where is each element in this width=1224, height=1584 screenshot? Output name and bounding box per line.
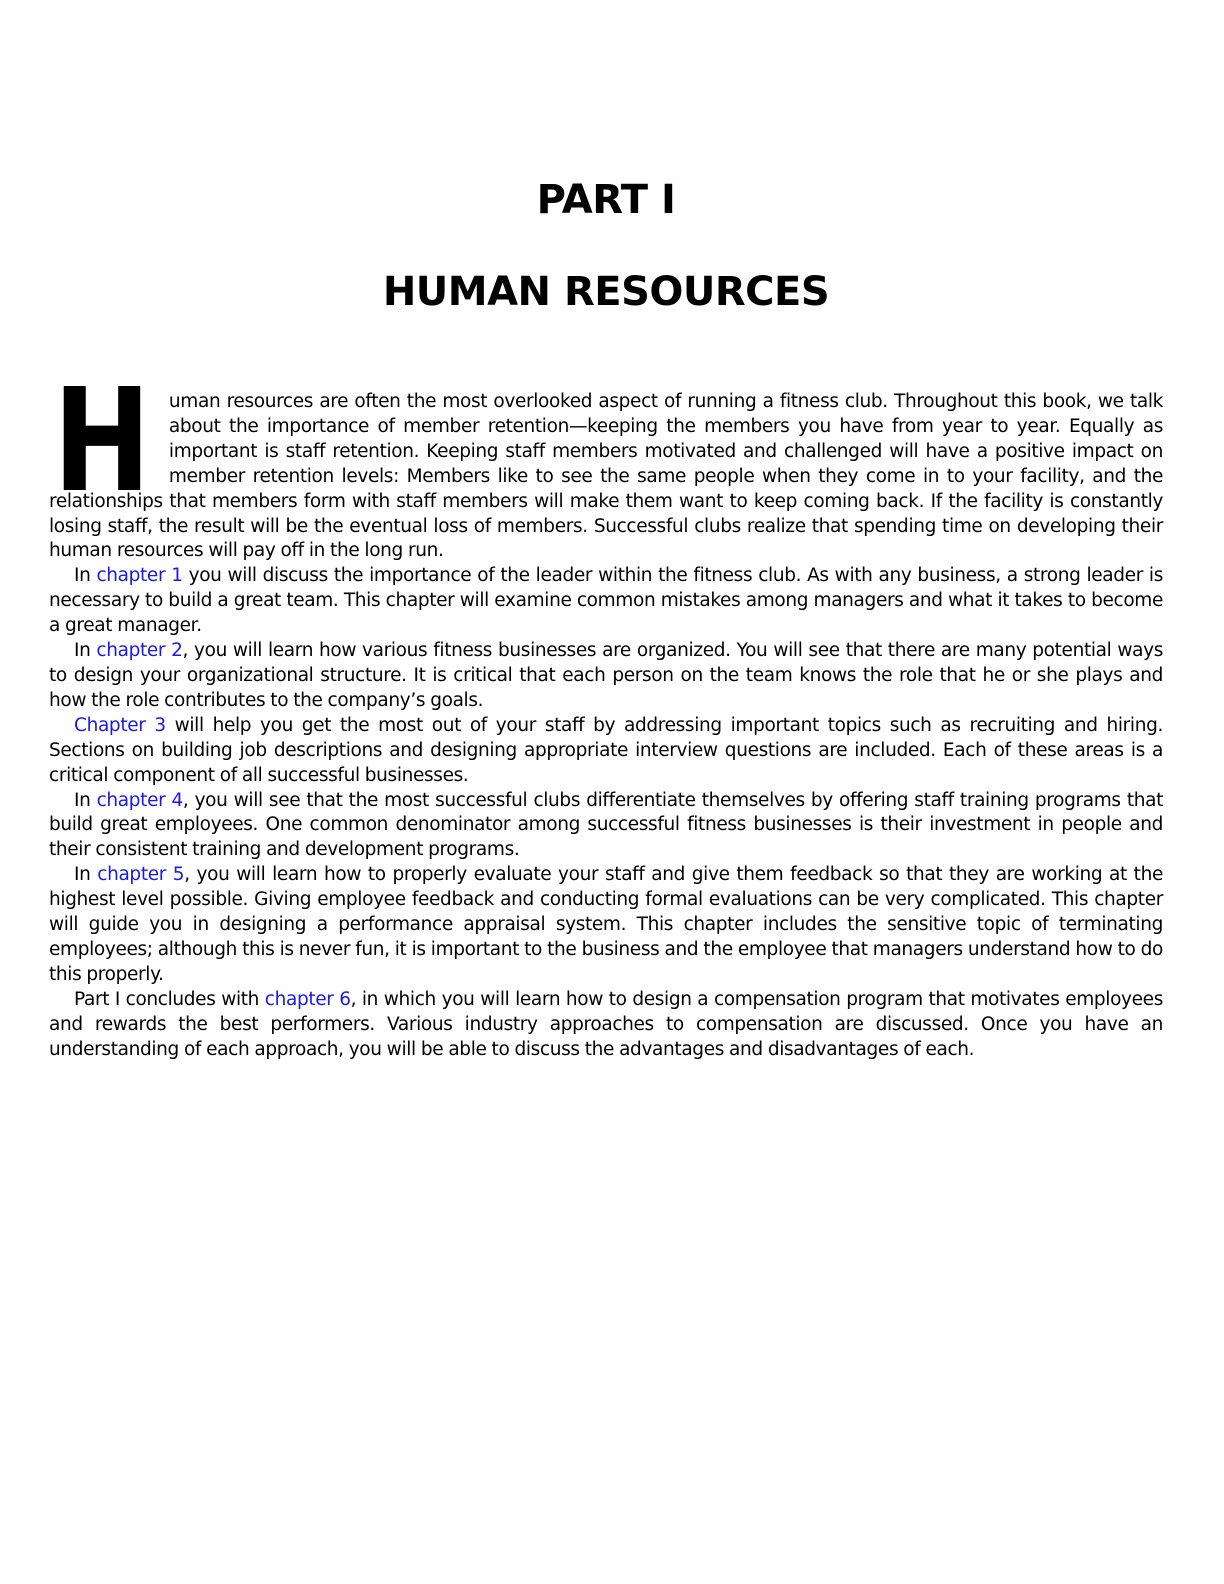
drop-cap: H xyxy=(53,357,151,525)
paragraph-text-after: will help you get the most out of your staff by addressing important topics such as recruiting and hiring. Sections on building job descriptions and designing appropriate interview questions are included. Each of these areas is a critical component of all successful businesses. xyxy=(49,714,1164,786)
chapter-5-link[interactable]: chapter 5 xyxy=(97,864,185,886)
paragraph-text-after: you will discuss the importance of the leader within the fitness club. As with any business, a strong leader is necessary to build a great team. This chapter will examine common mistakes among managers and what it takes to become a great manager. xyxy=(49,565,1164,637)
paragraph-text-after: , you will see that the most successful clubs differentiate themselves by offering staff training programs that build great employees. One common denominator among successful fitness businesses is their investment in people and their consistent training and development programs. xyxy=(49,789,1164,861)
paragraph-text-before: Part I concludes with xyxy=(74,988,265,1010)
chapter-4-link[interactable]: chapter 4 xyxy=(96,789,183,811)
paragraph-chapter-5 xyxy=(49,863,1163,988)
paragraph-text-after: , in which you will learn how to design a compensation program that motivates employees and rewards the best performers. Various industry approaches to compensation are discussed. Once you have an understanding of each approach, you will be able to discuss the advantages and disadvantages of each. xyxy=(49,988,1163,1060)
chapter-6-link[interactable]: chapter 6 xyxy=(264,988,351,1010)
paragraph-chapter-3 xyxy=(49,714,1163,789)
paragraph-text-after: , you will learn how various fitness businesses are organized. You will see that there are many potential ways to design your organizational structure. It is critical that each person on the team knows the role that he or she plays and how the role contributes to the company’s goals. xyxy=(49,640,1164,711)
part-title: HUMAN RESOURCES xyxy=(382,269,830,315)
paragraph-text-before: In xyxy=(74,789,97,811)
paragraph-text-before: In xyxy=(74,864,98,886)
intro-paragraph xyxy=(49,357,1163,564)
part-label: PART I xyxy=(536,177,676,223)
intro-text: uman resources are often the most overlooked aspect of running a fitness club. Throughout this book, we talk about the importance of member retention—keeping the members you have from year to year. Equally as important is staff retention. Keeping staff members motivated and challenged will have a positive impact on member retention levels: Members like to see the same people when they come in to your facility, and the relationships that members form with staff members will make them want to keep coming back. If the facility is constantly losing staff, the result will be the eventual loss of members. Successful clubs realize that spending time on developing their human resources will pay off in the long run. xyxy=(49,391,1163,562)
body-text xyxy=(49,357,1164,1062)
chapter-3-link[interactable]: Chapter 3 xyxy=(74,714,166,736)
paragraph-text-before: In xyxy=(74,565,97,587)
paragraph-chapter-1 xyxy=(49,564,1163,639)
chapter-1-link[interactable]: chapter 1 xyxy=(96,565,183,587)
paragraph-chapter-4 xyxy=(49,789,1163,864)
paragraph-text-before: In xyxy=(74,640,97,662)
paragraph-chapter-2 xyxy=(49,639,1163,714)
paragraph-text-after: , you will learn how to properly evaluate your staff and give them feedback so that they are working at the highest level possible. Giving employee feedback and conducting formal evaluations can be very complicated. This chapter will guide you in designing a performance appraisal system. This chapter includes the sensitive topic of terminating employees; although this is never fun, it is important to the business and the employee that managers understand how to do this properly. xyxy=(49,864,1163,985)
paragraph-chapter-6 xyxy=(49,988,1163,1063)
chapter-2-link[interactable]: chapter 2 xyxy=(96,640,183,662)
